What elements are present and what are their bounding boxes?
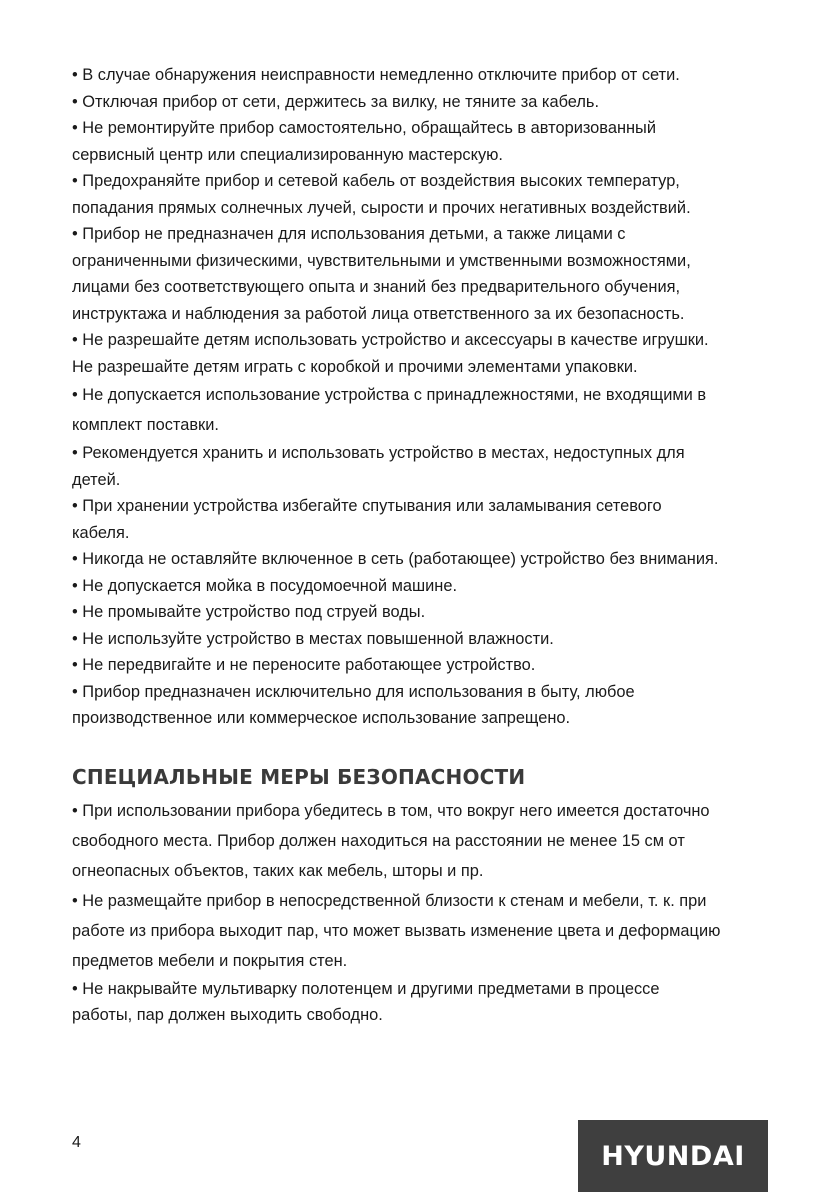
storage-children-text: • Рекомендуется хранить и использовать устройство в местах, недоступных для детей.	[72, 444, 685, 489]
safety-item-not-a-toy: • Не разрешайте детям использовать устройство и аксессуары в качестве игрушки. Не разрешайте детям играть с коробкой и прочими элементами упаковки.	[72, 331, 709, 376]
safety-item-household-only: • Прибор предназначен исключительно для использования в быту, любое производственное или коммерческое использование запрещено.	[72, 682, 635, 727]
safety-item-unplug-on-fault: • В случае обнаружения неисправности немедленно отключите прибор от сети.	[72, 66, 680, 84]
section-title-special-safety: СПЕЦИАЛЬНЫЕ МЕРЫ БЕЗОПАСНОСТИ	[72, 764, 526, 789]
safety-item-never-unattended: • Никогда не оставляйте включенное в сеть (работающее) устройство без внимания.	[72, 550, 719, 568]
safety-item-humidity: • Не используйте устройство в местах повышенной влажности.	[72, 629, 554, 648]
safety-item-no-dishwasher: • Не допускается мойка в посудомоечной машине.	[72, 576, 458, 595]
safety-item-no-rinsing: • Не промывайте устройство под струей воды.	[72, 603, 426, 621]
special-item-walls-furniture: • Не размещайте прибор в непосредственной близости к стенам и мебели, т. к. при работе из прибора выходит пар, что может вызвать изменение цвета и деформацию предметов мебели и покрытия стен.	[72, 891, 721, 970]
brand-logo-text: HYUNDAI	[601, 1140, 745, 1172]
safety-item-no-moving: • Не передвигайте и не переносите работающее устройство.	[72, 656, 536, 674]
safety-item-storage-children	[72, 440, 768, 493]
safety-item-hold-plug: • Отключая прибор от сети, держитесь за вилку, не тяните за кабель.	[72, 92, 599, 111]
page-number: 4	[72, 1134, 81, 1151]
special-item-free-space: • При использовании прибора убедитесь в том, что вокруг него имеется достаточно свободного места. Прибор должен находиться на расстоянии не менее 15 см от огнеопасных объектов, таких как мебель, шторы и пр.	[72, 801, 710, 880]
special-item-no-covering: • Не накрывайте мультиварку полотенцем и другими предметами в процессе работы, пар должен выходить свободно.	[72, 979, 660, 1024]
safety-item-no-self-repair: • Не ремонтируйте прибор самостоятельно, обращайтесь в авторизованный сервисный центр или специализированную мастерскую.	[72, 119, 656, 164]
safety-item-protect-cable: • Предохраняйте прибор и сетевой кабель от воздействия высоких температур, попадания прямых солнечных лучей, сырости и прочих негативных воздействий.	[72, 172, 691, 217]
page-content	[72, 62, 768, 1029]
safety-item-accessories: • Не допускается использование устройства с принадлежностями, не входящими в комплект поставки.	[72, 386, 707, 434]
safety-item-cable-tangling: • При хранении устройства избегайте спутывания или заламывания сетевого кабеля.	[72, 497, 662, 542]
safety-item-not-for-children: • Прибор не предназначен для использования детьми, а также лицами с ограниченными физическими, чувствительными и умственными возможностями, лицами без соответствующего опыта и знаний без предварительного обучения, инструктажа и наблюдения за работой лица ответственного за их безопасность.	[72, 225, 691, 323]
brand-logo	[578, 1120, 768, 1192]
